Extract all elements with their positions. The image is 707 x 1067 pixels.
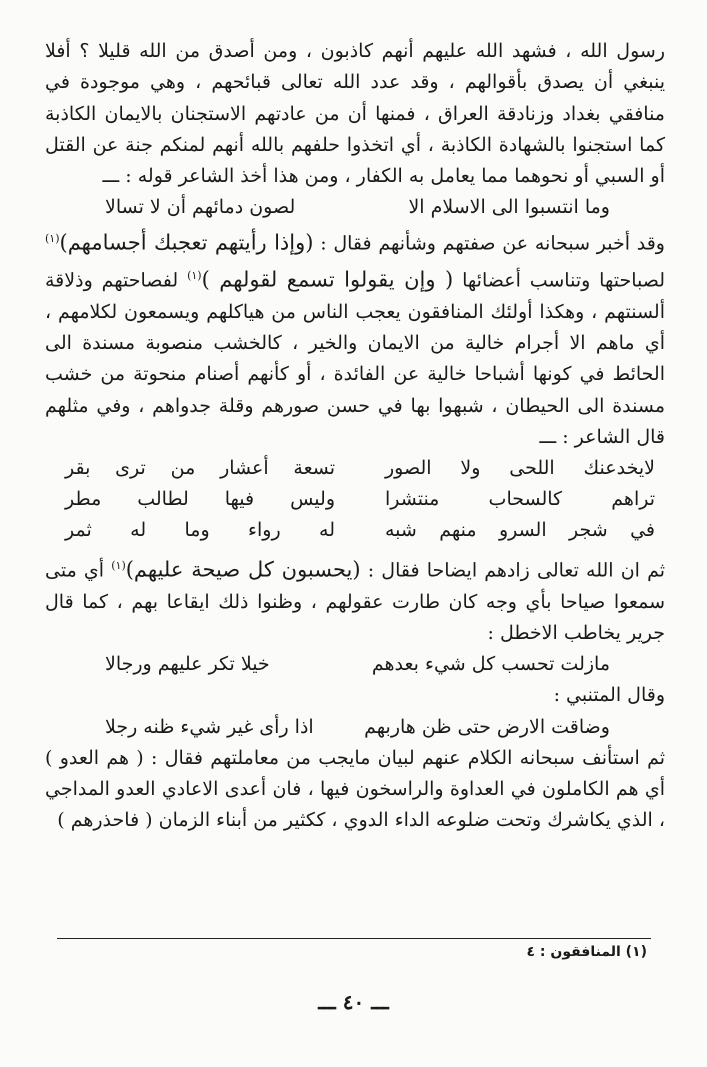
verse-2-second-hemistich: خيلا تكر عليهم ورجالا: [105, 653, 270, 676]
poem-hemistich: لايخدعنك اللحى ولا الصور: [385, 457, 655, 480]
footnote-marker-1: (١): [45, 232, 60, 246]
quran-quote-1: (وإذا رأيتهم تعجبك أجسامهم): [59, 230, 314, 255]
paragraph-2-intro: وقد أخبر سبحانه عن صفتهم وشأنهم فقال :: [320, 232, 665, 255]
poem: [45, 453, 665, 546]
paragraph-3-rest: أي متى سمعوا صياحا بأي وجه كان طارت عقولهم ، وظنوا ذلك ايقاعا بهم ، كما قال جرير يخاطب الاخطل :: [45, 559, 665, 645]
quran-quote-2: ( وإن يقولوا تسمع لقولهم ): [201, 267, 454, 292]
poem-verse: [65, 484, 655, 515]
poem-hemistich: وليس فيها لطالب مطر: [65, 488, 335, 511]
poem-hemistich: في شجر السرو منهم شبه: [385, 519, 655, 542]
paragraph-2-rest: لفصاحتهم وذلاقة ألسنتهم ، وهكذا أولئك المنافقون يعجب الناس من هياكلهم ويسمعون لكلامهم ، أي ماهم الا أجرام خالية من الايمان والخير ، كالخشب منصوبة مسندة الى الحائط في كونها أشباحا خالية عن الفائدة ، أو كأنهم أصنام منحوتة من خشب مسندة الى الحيطان ، شبهوا بها في حسن صورهم وقلة جدواهم ، وفي مثلهم قال الشاعر : ـــ: [45, 269, 665, 448]
quran-quote-3: (يحسبون كل صيحة عليهم): [125, 557, 361, 582]
paragraph-2: [45, 223, 665, 453]
verse-3-first-hemistich: وضاقت الارض حتى ظن هاربهم: [364, 715, 610, 738]
poem-hemistich: تسعة أعشار من ترى بقر: [65, 457, 335, 480]
verse-3: [45, 712, 665, 743]
paragraph-3-intro: ثم ان الله تعالى زادهم ايضاحا فقال :: [367, 559, 666, 582]
page-number: ـــ ٤٠ ـــ: [318, 990, 389, 1014]
footnote-marker-2: (١): [187, 269, 202, 283]
footnote: (١) المنافقون : ٤: [526, 944, 647, 960]
poem-verse: [65, 515, 655, 546]
paragraph-2-middle: لصباحتها وتناسب أعضائها: [462, 269, 665, 292]
footnote-divider: [57, 938, 651, 939]
verse-2-first-hemistich: مازلت تحسب كل شيء بعدهم: [371, 653, 610, 676]
paragraph-4: وقال المتنبي :: [553, 684, 665, 707]
page-body: [45, 36, 665, 837]
verse-2: [45, 649, 665, 680]
poem-hemistich: له رواء وما له ثمر: [65, 519, 335, 542]
poem-verse: [65, 453, 655, 484]
paragraph-1: رسول الله ، فشهد الله عليهم أنهم كاذبون ، ومن أصدق من الله قليلا ؟ أفلا ينبغي أن يصدق بأقوالهم ، وقد عدد الله تعالى قبائحهم ، وهي موجودة في منافقي بغداد وزنادقة العراق ، فمنها أن من عادتهم الاستجنان بالايمان الكاذبة كما استجنوا بالشهادة الكاذبة ، أي اتخذوا حلفهم بالله أنهم لمنكم جنة عن القتل أو السبي أو نحوهما مما يعامل به الكفار ، ومن هذا أخذ الشاعر قوله : ـــ: [45, 40, 665, 188]
paragraph-5: ثم استأنف سبحانه الكلام عنهم لبيان مايجب من معاملتهم فقال : ( هم العدو ) أي هم الكاملون في العداوة والراسخون فيها ، فان أعدى الاعادي العدو المداجي ، الذي يكاشرك وتحت ضلوعه الداء الدوي ، ككثير من أبناء الزمان ( فاحذرهم ): [45, 746, 665, 832]
verse-1-first-hemistich: وما انتسبوا الى الاسلام الا: [408, 196, 610, 219]
verse-3-second-hemistich: اذا رأى غير شيء ظنه رجلا: [105, 715, 314, 738]
footnote-marker-3: (١): [111, 559, 126, 573]
verse-1-second-hemistich: لصون دمائهم أن لا تسالا: [105, 196, 296, 219]
verse-1: [45, 192, 665, 223]
poem-hemistich: تراهم كالسحاب منتشرا: [385, 488, 655, 511]
paragraph-3: [45, 550, 665, 649]
